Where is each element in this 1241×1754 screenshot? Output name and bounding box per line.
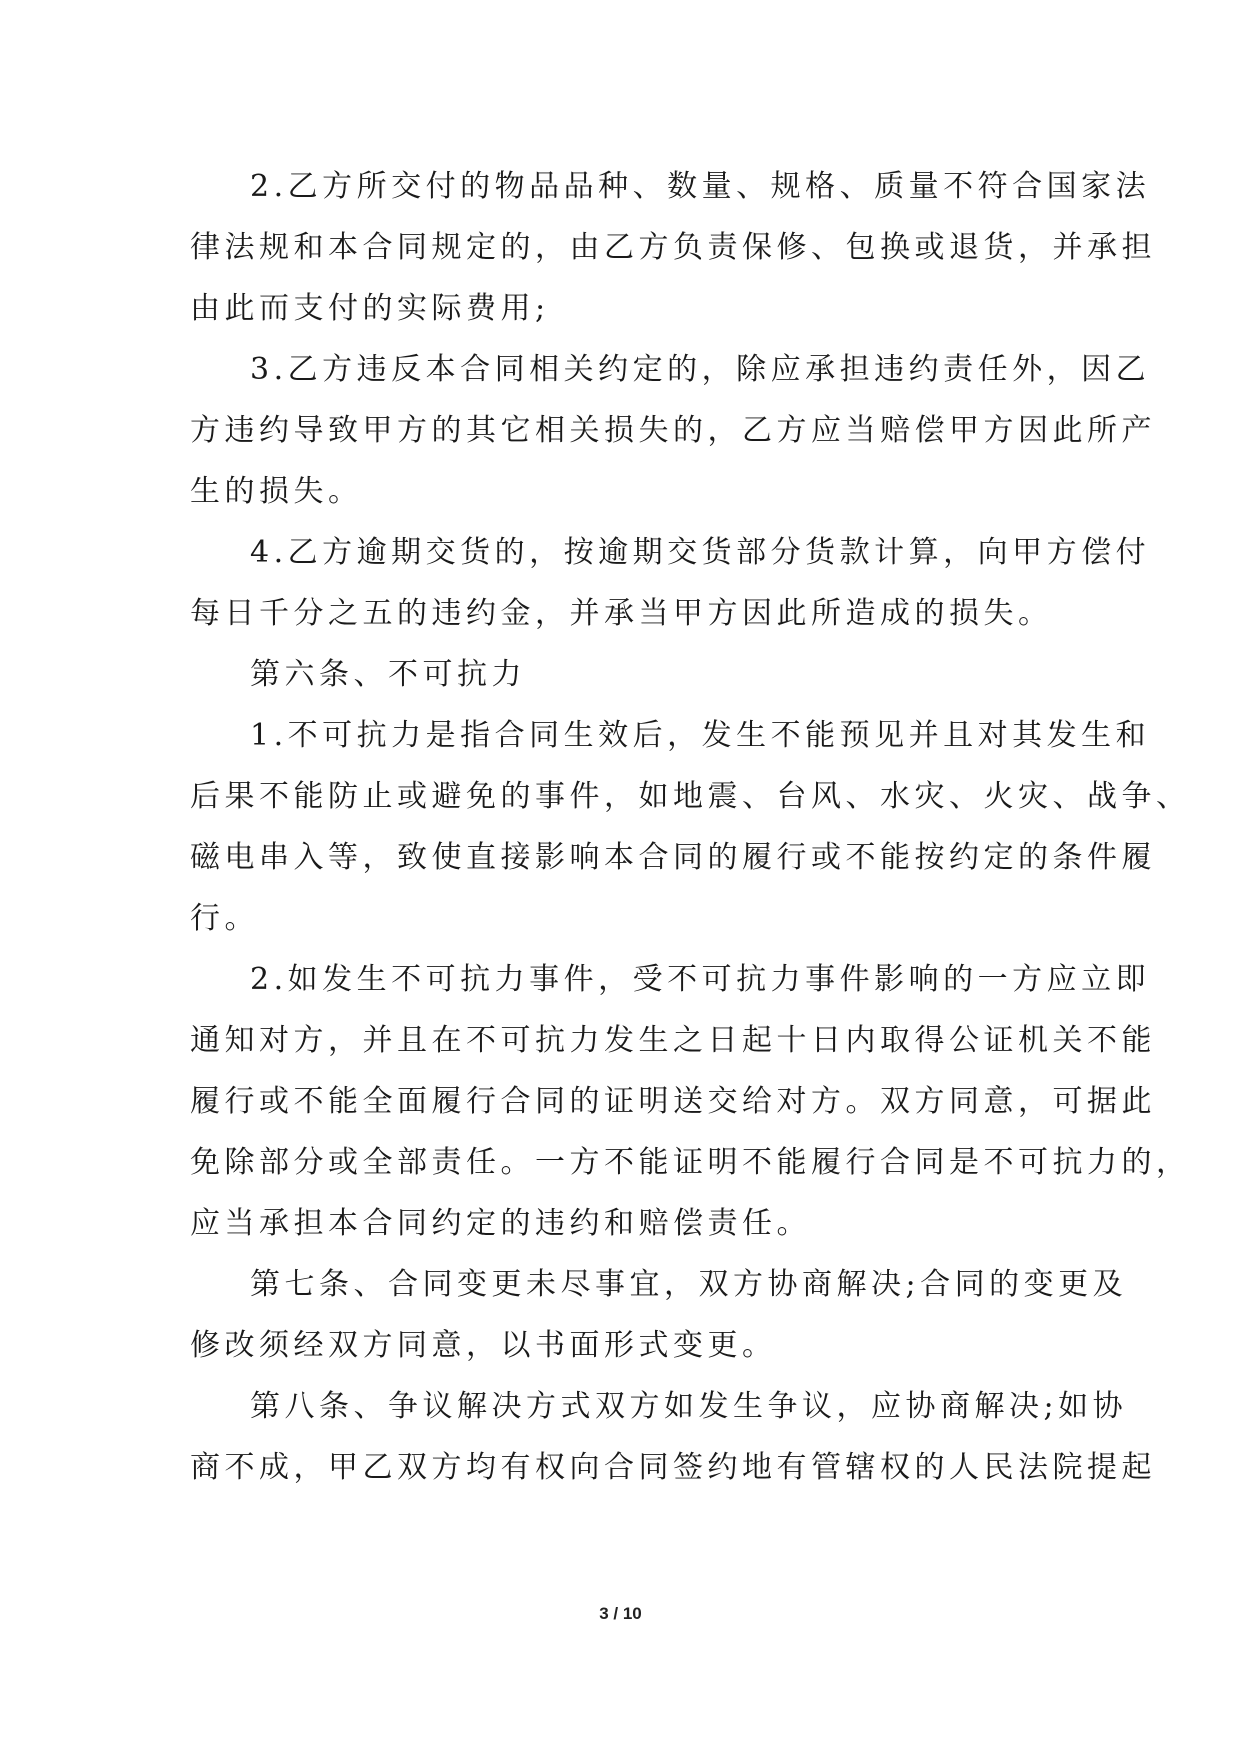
page-number: 3 / 10 [599,1604,642,1623]
paragraph-clause-6-2 [190,949,1191,1254]
heading-article-6 [190,644,1052,705]
text-line: 通知对方，并且在不可抗力发生之日起十日内取得公证机关不能 [190,1023,1156,1058]
text-line: 履行或不能全面履行合同的证明送交给对方。双方同意，可据此 [190,1084,1156,1119]
text-line: 应当承担本合同约定的违约和赔偿责任。 [190,1206,811,1241]
text-line: 免除部分或全部责任。一方不能证明不能履行合同是不可抗力的， [190,1145,1191,1180]
text-line: 修改须经双方同意，以书面形式变更。 [190,1328,777,1363]
text-line: 后果不能防止或避免的事件，如地震、台风、水灾、火灾、战争、 [190,779,1191,814]
text-line: 生的损失。 [190,474,363,509]
text-line: 律法规和本合同规定的，由乙方负责保修、包换或退货，并承担 [190,230,1156,265]
text-line: 第七条、合同变更未尽事宜，双方协商解决;合同的变更及 [250,1267,1128,1302]
paragraph-clause-6-1 [190,705,1191,949]
paragraph-clause-5-2 [190,156,1156,339]
text-line: 行。 [190,901,259,936]
document-body [190,156,1191,1498]
text-line: 4.乙方逾期交货的，按逾期交货部分货款计算，向甲方偿付 [250,535,1151,570]
text-line: 商不成，甲乙双方均有权向合同签约地有管辖权的人民法院提起 [190,1450,1156,1485]
text-line: 第八条、争议解决方式双方如发生争议，应协商解决;如协 [250,1389,1128,1424]
text-line: 2.乙方所交付的物品品种、数量、规格、质量不符合国家法 [250,169,1151,204]
text-line: 每日千分之五的违约金，并承当甲方因此所造成的损失。 [190,596,1053,631]
paragraph-article-8 [190,1376,1156,1498]
paragraph-article-7 [190,1254,1128,1376]
paragraph-clause-5-4 [190,522,1151,644]
text-line: 由此而支付的实际费用; [190,291,550,326]
text-line: 2.如发生不可抗力事件，受不可抗力事件影响的一方应立即 [250,962,1151,997]
text-line: 第六条、不可抗力 [250,657,526,692]
paragraph-clause-5-3 [190,339,1156,522]
text-line: 3.乙方违反本合同相关约定的，除应承担违约责任外，因乙 [250,352,1151,387]
text-line: 方违约导致甲方的其它相关损失的，乙方应当赔偿甲方因此所产 [190,413,1156,448]
text-line: 磁电串入等，致使直接影响本合同的履行或不能按约定的条件履 [190,840,1156,875]
text-line: 1.不可抗力是指合同生效后，发生不能预见并且对其发生和 [250,718,1151,753]
